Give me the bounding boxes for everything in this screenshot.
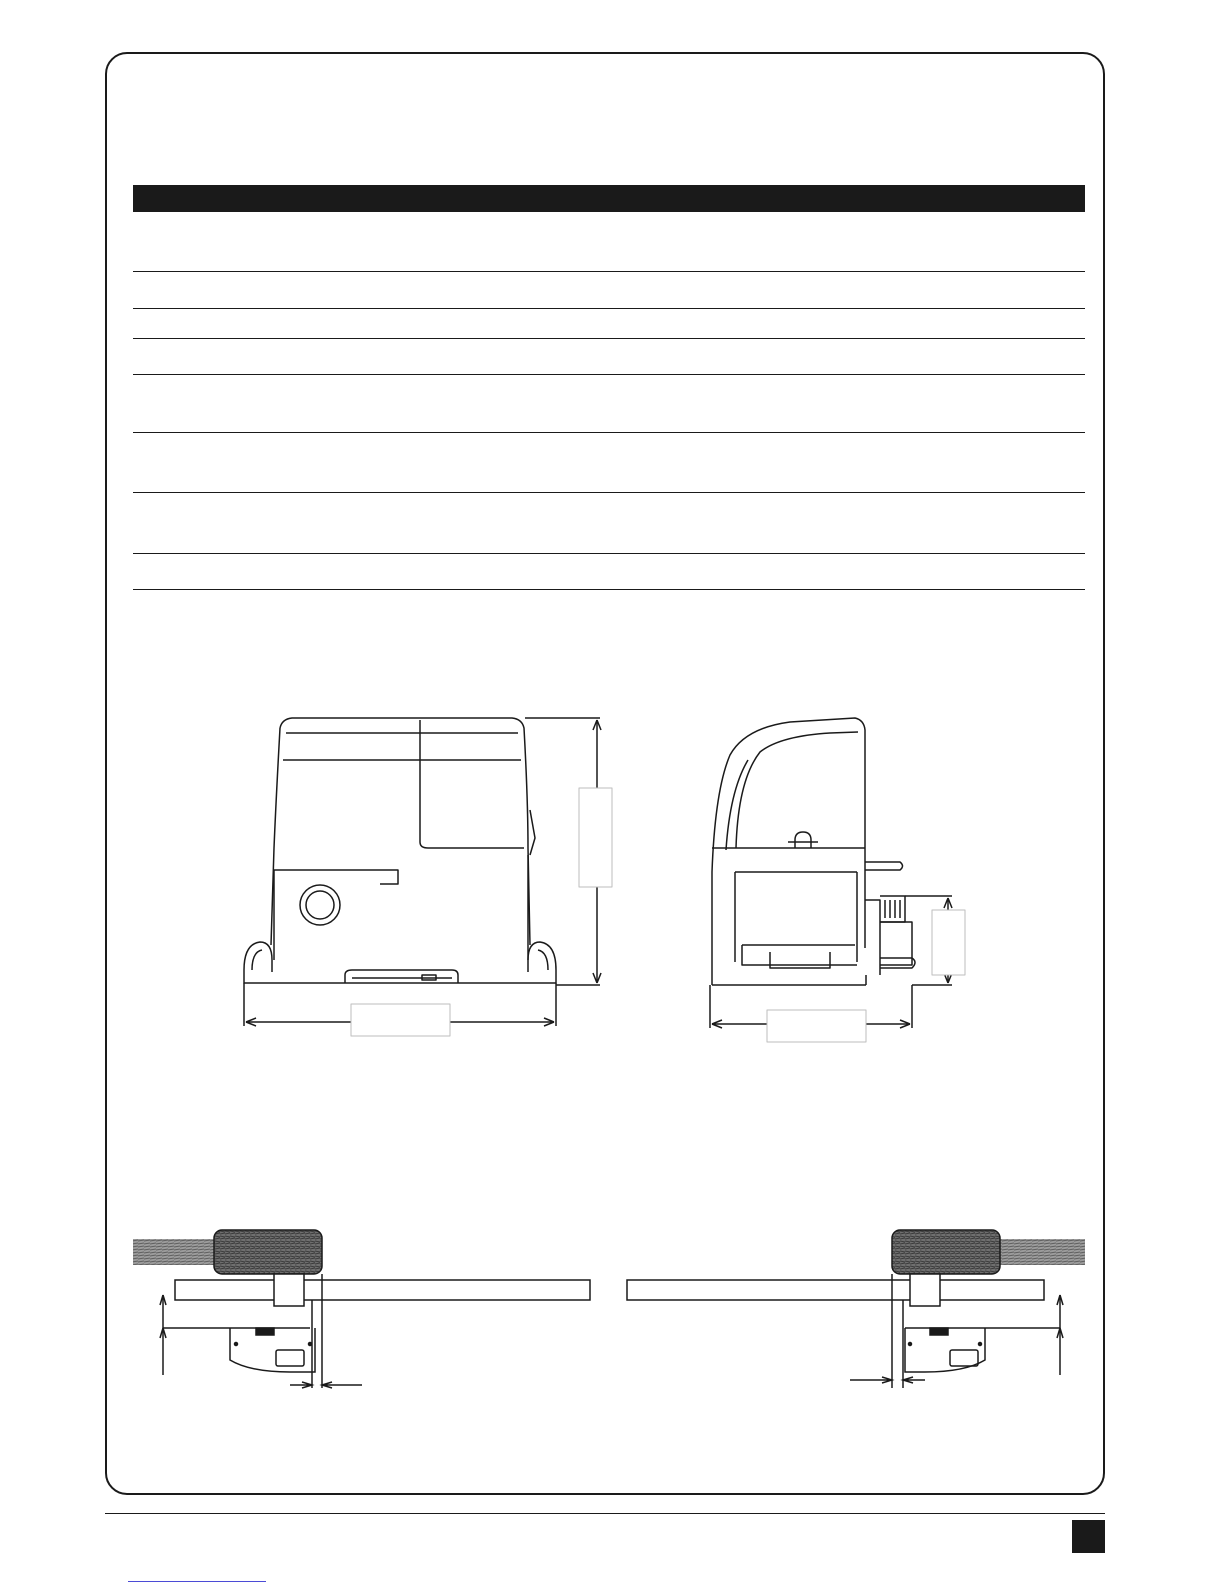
side-height-label (932, 910, 965, 975)
side-width-label (767, 1010, 866, 1042)
front-width-label (351, 1004, 450, 1036)
front-height-label (579, 788, 612, 887)
installation-plan-left (133, 1230, 590, 1388)
motor-side-view (710, 718, 952, 1028)
page-number-box (1072, 1520, 1105, 1553)
motor-front-view (244, 718, 601, 1026)
footer-rule (105, 1513, 1105, 1514)
bottom-link-underline[interactable] (128, 1581, 266, 1582)
installation-plan-right (627, 1230, 1085, 1388)
